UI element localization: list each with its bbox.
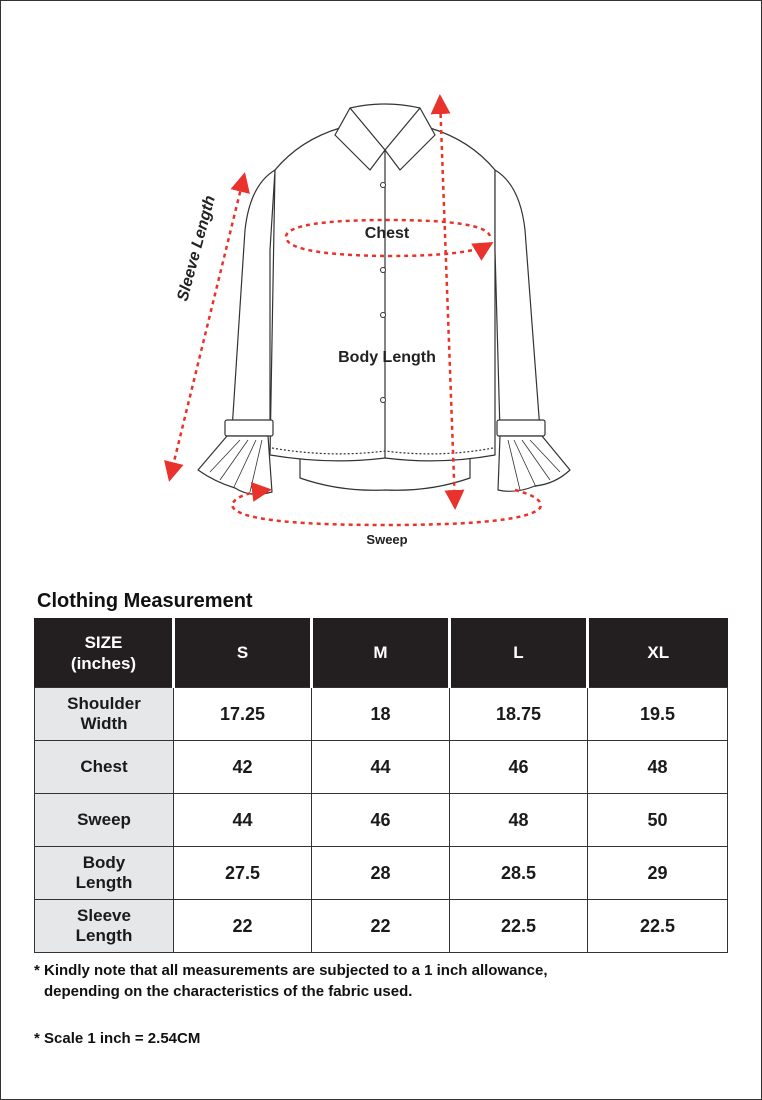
table-cell: 28.5 [450, 847, 588, 900]
table-cell: 44 [174, 794, 312, 847]
table-row [35, 688, 728, 741]
table-row [35, 900, 728, 953]
table-cell: 48 [588, 741, 728, 794]
table-cell: 44 [312, 741, 450, 794]
size-col-xl: XL [588, 618, 728, 688]
table-cell: 22 [174, 900, 312, 953]
table-cell: 18 [312, 688, 450, 741]
table-header-row [35, 618, 728, 688]
sleeve-length-label: Sleeve Length [174, 193, 219, 304]
table-cell: 27.5 [174, 847, 312, 900]
allowance-note [34, 960, 548, 1002]
row-label-body-length: Body Length [35, 847, 174, 900]
size-table [34, 618, 728, 953]
size-col-m: M [312, 618, 450, 688]
table-cell: 46 [312, 794, 450, 847]
table-cell: 18.75 [450, 688, 588, 741]
size-header [35, 618, 174, 688]
table-cell: 22.5 [450, 900, 588, 953]
table-cell: 19.5 [588, 688, 728, 741]
row-label-sleeve-length: Sleeve Length [35, 900, 174, 953]
table-title: Clothing Measurement [37, 590, 253, 612]
table-cell: 22.5 [588, 900, 728, 953]
size-header-line2: (inches) [70, 653, 137, 673]
row-label-shoulder-width: Shoulder Width [35, 688, 174, 741]
sweep-label: Sweep [366, 532, 408, 547]
size-header-line1: SIZE [84, 632, 123, 652]
shirt-illustration [198, 104, 570, 494]
allowance-note-line1: * Kindly note that all measurements are subjected to a 1 inch allowance, [34, 962, 548, 979]
row-label-chest: Chest [35, 741, 174, 794]
table-cell: 22 [312, 900, 450, 953]
table-cell: 17.25 [174, 688, 312, 741]
table-cell: 28 [312, 847, 450, 900]
table-cell: 42 [174, 741, 312, 794]
table-row [35, 847, 728, 900]
table-row [35, 741, 728, 794]
size-col-s: S [174, 618, 312, 688]
body-length-label: Body Length [338, 349, 436, 366]
table-cell: 46 [450, 741, 588, 794]
scale-note: * Scale 1 inch = 2.54CM [34, 1030, 201, 1047]
table-cell: 29 [588, 847, 728, 900]
chest-label: Chest [364, 225, 410, 242]
table-row [35, 794, 728, 847]
sweep-arrow [232, 490, 541, 525]
table-cell: 50 [588, 794, 728, 847]
size-col-l: L [450, 618, 588, 688]
row-label-sweep: Sweep [35, 794, 174, 847]
allowance-note-line2: depending on the characteristics of the fabric used. [44, 983, 413, 1000]
table-cell: 48 [450, 794, 588, 847]
